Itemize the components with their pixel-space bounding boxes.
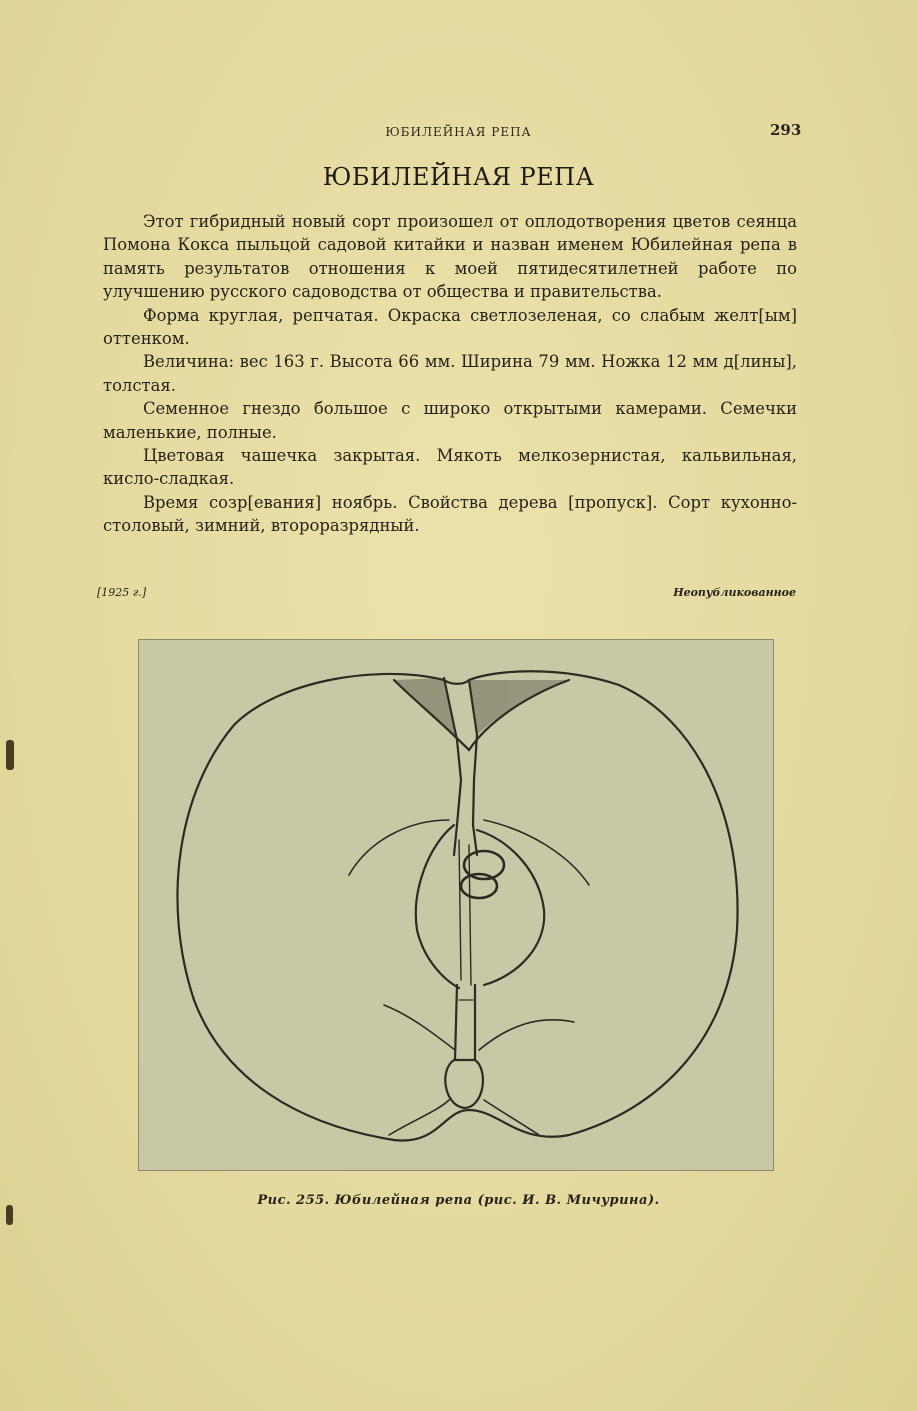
calyx-leaves	[389, 1100, 539, 1135]
page-number: 293	[770, 121, 802, 139]
core-axis	[454, 780, 461, 855]
apple-cross-section-drawing	[139, 640, 773, 1170]
paragraph-flesh: Цветовая чашечка закрытая. Мякоть мелкозернистая, кальвильная, кисло-сладкая.	[103, 446, 797, 489]
paragraph-ripening: Время созр[евания] ноябрь. Свойства дерева [пропуск]. Сорт кухонно-столовый, зимний, второразрядный.	[103, 492, 797, 536]
vein-right-lower	[479, 1020, 574, 1050]
paragraph-origin: Этот гибридный новый сорт произошел от оплодотворения цветов сеянца Помона Кокса пыльцой садовой китайки и назван именем Юбилейная репа в память результатов отношения к моей пятидесятилетней работе по улучшению русского садоводства от общества и правительства.	[103, 212, 797, 302]
paragraph-size: Величина: вес 163 г. Высота 66 мм. Ширина 79 мм. Ножка 12 мм д[лины], толстая.	[103, 352, 797, 395]
apple-drawing-figure	[138, 639, 774, 1171]
paragraph-seed-nest: Семенное гнездо большое с широко открытыми камерами. Семечки маленькие, полные.	[103, 399, 797, 442]
article-title: ЮБИЛЕЙНАЯ РЕПА	[322, 163, 595, 191]
running-head: ЮБИЛЕЙНАЯ РЕПА	[385, 125, 532, 139]
publication-note: Неопубликованное	[673, 586, 796, 599]
article-body	[103, 210, 797, 538]
figure-caption: Рис. 255. Юбилейная репа (рис. И. В. Мичурина).	[257, 1193, 660, 1208]
page-mark-left	[6, 740, 14, 770]
date-note: [1925 г.]	[97, 586, 147, 599]
vein-left-lower	[384, 1005, 455, 1050]
paragraph-shape: Форма круглая, репчатая. Окраска светлозеленая, со слабым желт[ым] оттенком.	[103, 305, 797, 349]
seed-chamber	[416, 825, 544, 988]
calyx	[445, 1060, 483, 1108]
page-mark-left-lower	[6, 1205, 13, 1225]
